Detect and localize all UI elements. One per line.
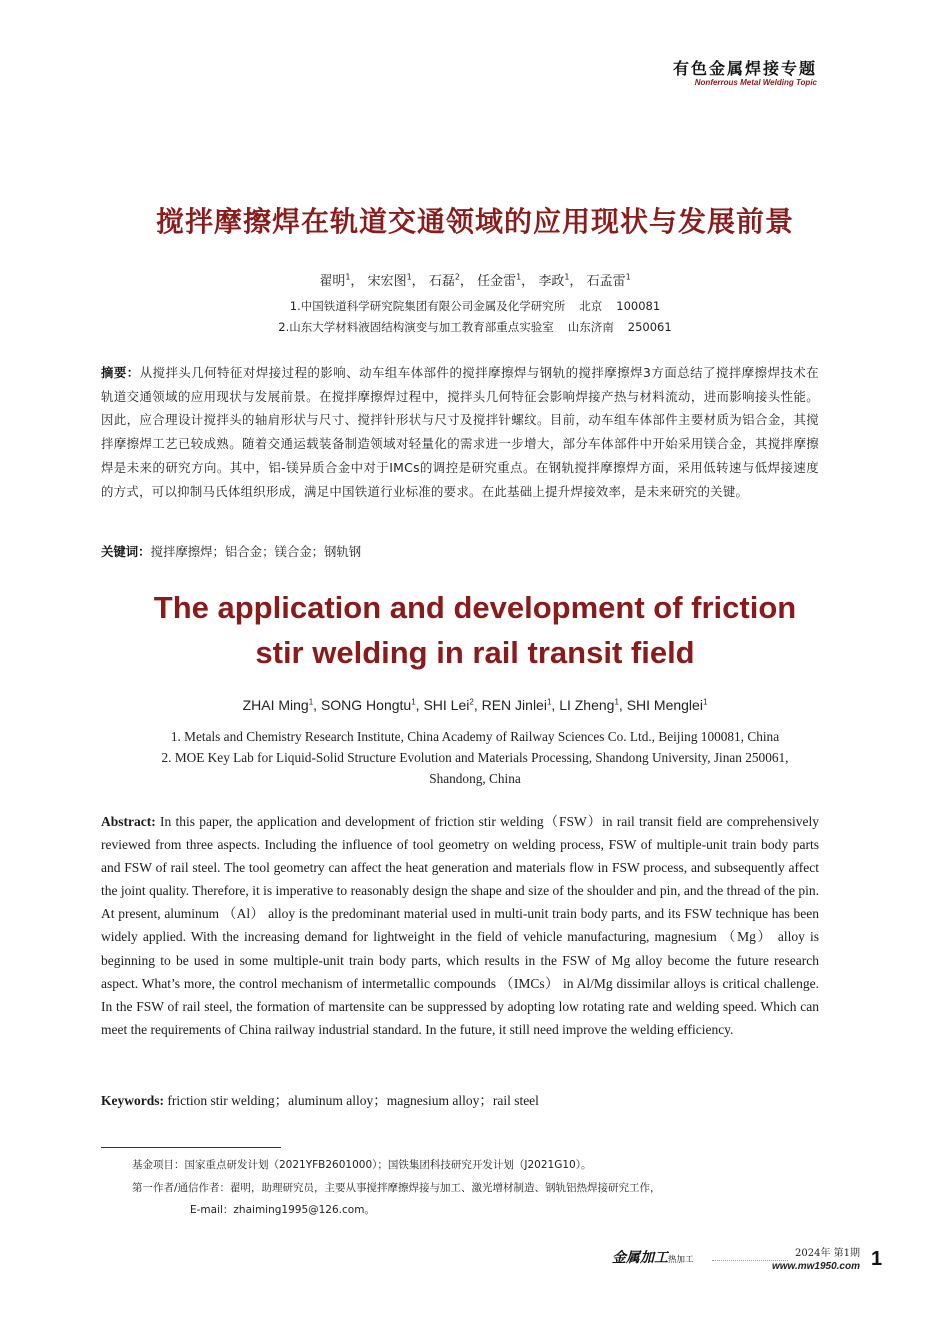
abstract-en xyxy=(101,810,819,1041)
affiliations-en: 1. Metals and Chemistry Research Institute, China Academy of Railway Sciences Co. Ltd., Beijing 100081, China 2. MOE Key Lab for Liquid-Solid Structure Evolution and Materials Processing, Shandong University, Jinan 250061, Shandong, China xyxy=(161,729,789,786)
footnote-author: 第一作者/通信作者：翟明，助理研究员，主要从事搅拌摩擦焊接与加工、激光增材制造、钢轨铝热焊接研究工作， xyxy=(132,1182,661,1194)
author-cn: 石孟雷 xyxy=(586,274,626,289)
author-cn: 翟明 xyxy=(319,274,346,289)
author-cn: 任金雷 xyxy=(477,274,517,289)
author-en: SHI Lei xyxy=(423,697,470,713)
author-en: SHI Menglei xyxy=(626,697,703,713)
author-en: SONG Hongtu xyxy=(320,697,412,713)
topic-header-en: Nonferrous Metal Welding Topic xyxy=(694,78,817,87)
abstract-en-text: In this paper, the application and development of friction stir welding（FSW）in rail transit field are comprehensively reviewed from three aspects. Including the influence of tool geometry on welding process, FSW of multiple-unit train body parts and FSW of rail steel. The tool geometry can affect the heat generation and materials flow in FSW process, and subsequently affect the joint quality. Therefore, it is imperative to reasonably design the shape and size of the shoulder and pin, and the thread of the pin. At present, aluminum （Al） alloy is the predominant material used in multi-unit train body parts, and its FSW technique has been widely applied. With the increasing demand for lightweight in the field of vehicle manufacturing, magnesium （Mg） alloy is beginning to be used in some multiple-unit train body parts, which results in the FSW of Mg alloy become the future research aspect. What’s more, the control mechanism of intermetallic compounds （IMCs） in Al/Mg dissimilar alloys is critical challenge. In the FSW of rail steel, the formation of martensite can be suppressed by adopting low rotating rate and welding speed. Which can meet the requirements of China railway industrial standard. In the future, it still need improve the welding efficiency. xyxy=(101,814,820,1037)
abstract-cn xyxy=(101,361,819,503)
author-en: REN Jinlei xyxy=(481,697,547,713)
page-number: 1 xyxy=(871,1248,883,1270)
affiliation-cn-1: 1.中国铁道科学研究院集团有限公司金属及化学研究所 北京 100081 xyxy=(289,299,661,313)
keywords-cn-text: 搅拌摩擦焊；铝合金；镁合金；钢轨钢 xyxy=(150,544,362,559)
keywords-cn xyxy=(101,542,819,560)
abstract-en-label: Abstract: xyxy=(101,814,156,829)
journal-logo: 金属加工热加工 xyxy=(612,1250,694,1266)
author-cn: 石磊 xyxy=(428,274,455,289)
footer-url[interactable]: www.mw1950.com xyxy=(772,1261,860,1272)
keywords-en-label: Keywords: xyxy=(101,1093,164,1108)
abstract-cn-text: 从搅拌头几何特征对焊接过程的影响、动车组车体部件的搅拌摩擦焊与钢轨的搅拌摩擦焊3方面总结了搅拌摩擦焊技术在轨道交通领域的应用现状与发展前景。在搅拌摩擦焊过程中，搅拌头几何特征会影响焊接产热与材料流动，进而影响接头性能。因此，应合理设计搅拌头的轴肩形状与尺寸、搅拌针形状与尺寸及搅拌针螺纹。目前，动车组车体部件主要材质为铝合金，其搅拌摩擦焊工艺已较成熟。随着交通运载装备制造领域对轻量化的需求进一步增大，部分车体部件中开始采用镁合金，其搅拌摩擦焊是未来的研究方向。其中，铝-镁异质合金中对于IMCs的调控是研究重点。在钢轨搅拌摩擦焊方面，采用低转速与低焊接速度的方式，可以抑制马氏体组织形成，满足中国铁道行业标准的要求。在此基础上提升焊接效率，是未来研究的关键。 xyxy=(101,365,819,499)
title-en: The application and development of friction stir welding in rail transit field xyxy=(153,590,797,670)
author-cn: 宋宏图 xyxy=(367,274,407,289)
author-en: ZHAI Ming xyxy=(242,697,309,713)
footer-issue: 2024年 第1期 xyxy=(795,1248,860,1259)
topic-header-cn: 有色金属焊接专题 xyxy=(672,59,817,78)
affiliation-cn-2: 2.山东大学材料液固结构演变与加工教育部重点实验室 山东济南 250061 xyxy=(278,320,672,334)
footnote-fund: 基金项目：国家重点研发计划（2021YFB2601000）；国铁集团科技研究开发计划（J2021G10）。 xyxy=(132,1159,592,1171)
title-cn: 搅拌摩擦焊在轨道交通领域的应用现状与发展前景 xyxy=(155,205,794,238)
footnote-divider xyxy=(101,1147,281,1148)
keywords-cn-label: 关键词： xyxy=(101,544,151,559)
abstract-cn-label: 摘要： xyxy=(101,365,140,380)
authors-cn: 翟明$^1$， 宋宏图$^1$， 石磊$^2$， 任金雷$^1$， 李政$^1$， 石孟雷$^1$ xyxy=(319,272,631,289)
footnote-email: E-mail：zhaiming1995@126.com。 xyxy=(190,1204,375,1216)
keywords-en xyxy=(101,1089,819,1109)
keywords-en-text: friction stir welding；aluminum alloy；magnesium alloy；rail steel xyxy=(167,1093,539,1108)
authors-en: ZHAI Ming$^1$, SONG Hongtu$^1$, SHI Lei$^2$, REN Jinlei$^1$, LI Zheng$^1$, SHI Menglei$^1$ xyxy=(242,697,708,713)
author-en: LI Zheng xyxy=(559,697,615,713)
author-cn: 李政 xyxy=(538,274,565,289)
